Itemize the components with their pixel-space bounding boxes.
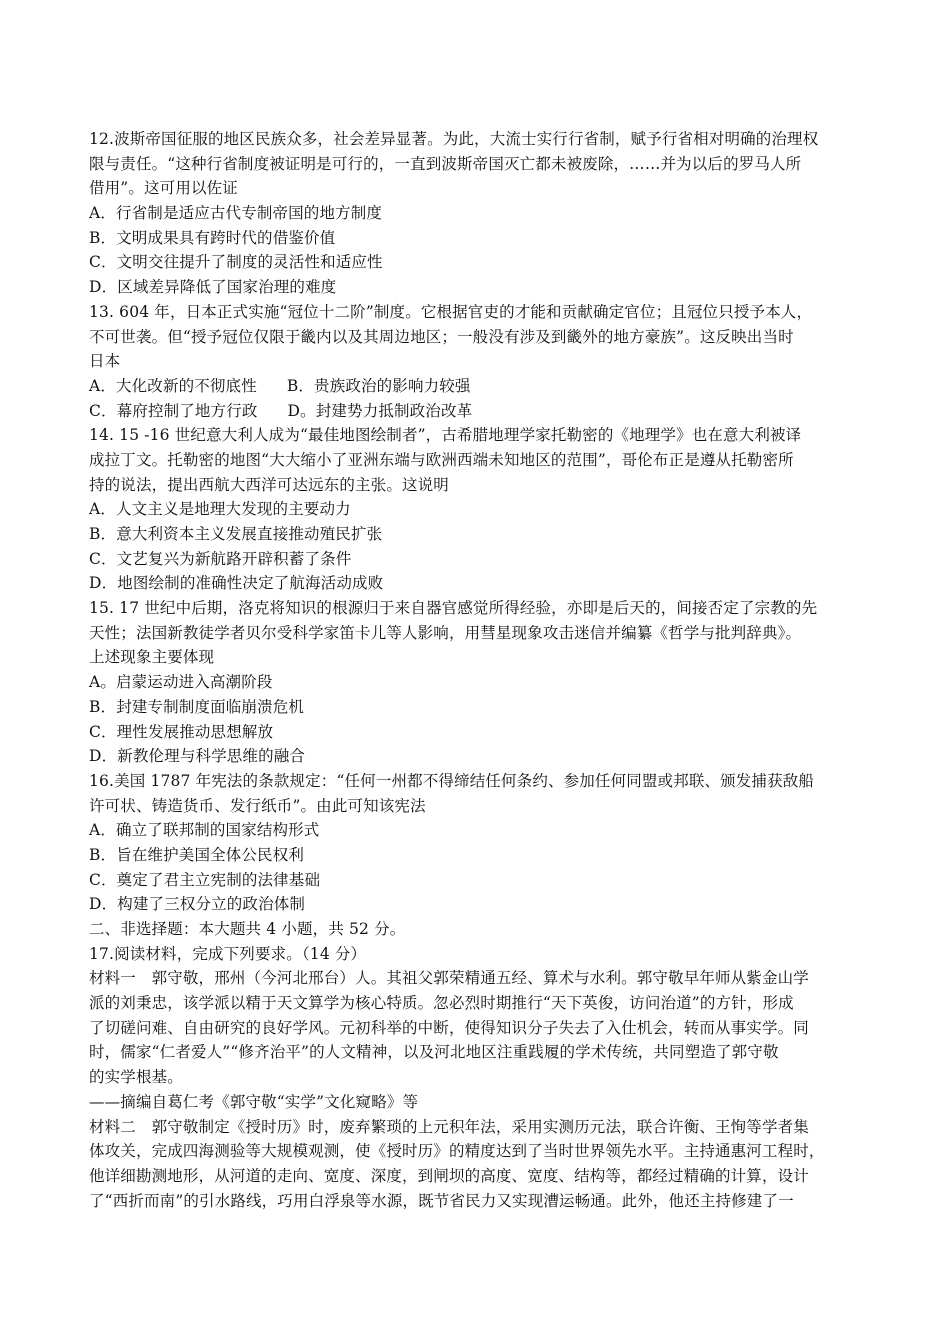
material-line: 时，儒家“仁者爱人”“修齐治平”的人文精神，以及河北地区注重践履的学术传统，共同塑造了郭守敬 (89, 1043, 779, 1062)
option-c: C．文明交往提升了制度的灵活性和适应性 (89, 253, 383, 272)
option-d: D．新教伦理与科学思维的融合 (89, 747, 306, 766)
question-stem-line: 成拉丁文。托勒密的地图“大大缩小了亚洲东端与欧洲西端未知地区的范围”，哥伦布正是遵从托勒密所 (89, 450, 794, 469)
question-stem-line: 限与责任。“这种行省制度被证明是可行的，一直到波斯帝国灭亡都未被废除，……并为以后的罗马人所 (89, 154, 802, 173)
option-d: D。封建势力抵制政治改革 (287, 401, 473, 420)
option-b: B．文明成果具有跨时代的借鉴价值 (89, 228, 336, 247)
option-d: D．区域差异降低了国家治理的难度 (89, 278, 337, 297)
options-row (89, 374, 867, 399)
question-stem-line: 16.美国 1787 年宪法的条款规定：“任何一州都不得缔结任何条约、参加任何同盟或邦联、颁发捕获敌船 (89, 771, 815, 790)
material-line: 了切磋问难、自由研究的良好学风。元初科举的中断，使得知识分子失去了入仕机会，转而从事实学。同 (89, 1018, 809, 1037)
question-stem-line: 许可状、铸造货币、发行纸币”。由此可知该宪法 (89, 796, 426, 815)
options-row (89, 399, 867, 424)
question-stem-line: 12.波斯帝国征服的地区民族众多，社会差异显著。为此，大流士实行行省制，赋予行省相对明确的治理权 (89, 130, 819, 148)
material-line: 材料二 郭守敬制定《授时历》时，废弃繁琐的上元积年法，采用实测历元法，联合许衡、王恂等学者集 (89, 1117, 809, 1136)
question-stem-line: 天性；法国新教徒学者贝尔受科学家笛卡儿等人影响，用彗星现象攻击迷信并编纂《哲学与批判辞典》。 (89, 623, 802, 642)
option-a: A．行省制是适应古代专制帝国的地方制度 (89, 204, 383, 223)
material-line: 材料一 郭守敬，邢州（今河北邢台）人。其祖父郭荣精通五经、算术与水利。郭守敬早年师从紫金山学 (89, 969, 809, 988)
question-13 (89, 300, 867, 423)
material-line: 的实学根基。 (89, 1068, 183, 1087)
question-17-title: 17.阅读材料，完成下列要求。（14 分） (89, 944, 367, 963)
option-a: A．大化改新的不彻底性 (89, 376, 257, 395)
option-a: A．人文主义是地理大发现的主要动力 (89, 500, 351, 519)
material-2 (89, 1115, 867, 1214)
question-16 (89, 769, 867, 917)
option-c: C．奠定了君主立宪制的法律基础 (89, 870, 321, 889)
question-stem-line: 持的说法，提出西航大西洋可达远东的主张。这说明 (89, 475, 449, 494)
material-1 (89, 966, 867, 1114)
option-a: A．确立了联邦制的国家结构形式 (89, 821, 320, 840)
question-stem-line: 14. 15 -16 世纪意大利人成为“最佳地图绘制者”，古希腊地理学家托勒密的《地理学》也在意大利被译 (89, 426, 802, 445)
question-14 (89, 423, 867, 596)
option-b: B．意大利资本主义发展直接推动殖民扩张 (89, 525, 383, 543)
section-heading: 二、非选择题：本大题共 4 小题，共 52 分。 (89, 920, 406, 938)
section-2 (89, 917, 867, 1213)
question-12 (89, 127, 867, 300)
material-line: 派的刘秉忠，该学派以精于天文算学为核心特质。忽必烈时期推行“天下英俊，访问治道”的方针，形成 (89, 994, 794, 1013)
question-stem-line: 日本 (89, 352, 121, 371)
question-stem-line: 借用”。这可用以佐证 (89, 179, 238, 198)
question-stem-line: 13. 604 年，日本正式实施“冠位十二阶”制度。它根据官吏的才能和贡献确定官位；且冠位只授予本人， (89, 302, 813, 321)
question-stem-line: 上述现象主要体现 (89, 648, 215, 667)
material-line: 了“西折而南”的引水路线，巧用白浮泉等水源，既节省民力又实现漕运畅通。此外，他还主持修建了一 (89, 1191, 794, 1210)
question-stem-line: 不可世袭。但“授予冠位仅限于畿内以及其周边地区；一般没有涉及到畿外的地方豪族”。这反映出当时 (89, 327, 794, 346)
question-15 (89, 596, 867, 769)
option-c: C．理性发展推动思想解放 (89, 722, 274, 741)
option-b: B．贵族政治的影响力较强 (286, 376, 471, 395)
option-c: C．幕府控制了地方行政 (89, 401, 258, 420)
material-line: 他详细勘测地形，从河道的走向、宽度、深度，到闸坝的高度、宽度、结构等，都经过精确的计算，设计 (89, 1166, 809, 1185)
option-d: D．地图绘制的准确性决定了航海活动成败 (89, 574, 384, 593)
material-line: 体攻关，完成四海测验等大规模观测，使《授时历》的精度达到了当时世界领先水平。主持通惠河工程时， (89, 1142, 825, 1161)
option-b: B．旨在维护美国全体公民权利 (89, 845, 304, 864)
material-source: ——摘编自葛仁考《郭守敬“实学”文化窥略》等 (89, 1092, 419, 1111)
question-stem-line: 15. 17 世纪中后期，洛克将知识的根源归于来自器官感觉所得经验，亦即是后天的，间接否定了宗教的先 (89, 599, 818, 618)
option-c: C．文艺复兴为新航路开辟积蓄了条件 (89, 549, 352, 568)
exam-page (89, 127, 867, 1213)
option-b: B．封建专制制度面临崩溃危机 (89, 697, 304, 716)
option-a: A。启蒙运动进入高潮阶段 (89, 673, 273, 692)
option-d: D．构建了三权分立的政治体制 (89, 895, 306, 914)
